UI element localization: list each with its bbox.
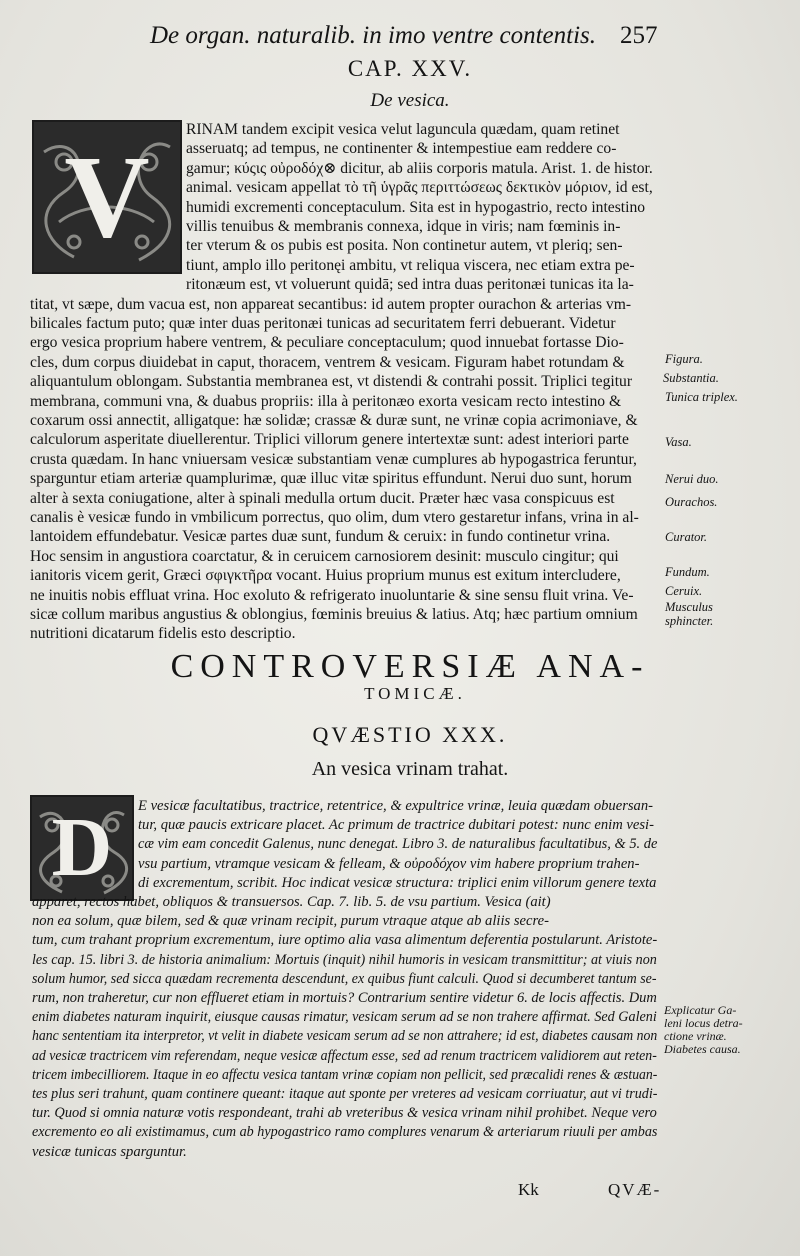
text-line: Hoc sensim in angustiora coarctatur, & in ceruicem carnosiorem desinit: musculo cingitur; qui (30, 547, 619, 565)
text-line: alter à sexta coniugatione, alter à spinali medulla ortum ducit. Præter hæc vasa conspicuus est (30, 489, 615, 507)
text-line: solum humor, sed sicca quædam recrementa descendunt, ex quibus fiunt calculi. Quod si decumberet tantum se- (32, 970, 657, 987)
dropcap-letter: V (64, 131, 150, 262)
text-line: calculorum asperitate diuellerentur. Triplici villorum genere intertextæ sunt: adest interiori parte (30, 431, 629, 449)
controversiae-subtitle: TOMICÆ. (364, 684, 466, 703)
margin-note: Ceruix. (665, 584, 703, 598)
signature-mark: Kk (518, 1180, 539, 1199)
text-line: ianitoris vicem gerit, Græci σφιγκτῆρα vocant. Huius proprium munus est exitum intercludere, (30, 567, 621, 585)
text-line: les cap. 15. libri 3. de historia animalium: Mortuis (inquit) nihil humoris in vesicam transmittitur; at viuis non (32, 951, 657, 968)
text-line: rum, non traheretur, cur non efflueret etiam in mortuis? Contrarium sentire videtur 6. de locis affectis. Dum (32, 990, 657, 1006)
margin-note: Curator. (665, 530, 708, 544)
text-line: di excrementum, scribit. Hoc indicat vesicæ structura: triplici enim villorum genere texta (138, 874, 657, 891)
margin-note: Fundum. (665, 565, 710, 579)
text-line: ad vesicæ tractricem vim referendam, neque vesicæ affectum esse, sed ad renum tractricem validiorem aut reten- (32, 1047, 657, 1064)
margin-note: Ourachos. (665, 495, 718, 509)
chapter-subtitle: De vesica. (370, 90, 450, 111)
text-line: crusta quædam. In hanc vniuersam vesicæ substantiam venæ cumplures ab hypogastrica feruntur, (30, 450, 637, 468)
text-line: bilicales factum puto; quæ inter duas peritonæi tunicas ad securitatem ferri debuerant. Videtur (30, 315, 616, 332)
text-line: nutritioni dicatarum fidelis esto descriptio. (30, 625, 296, 643)
text-line: excremento eo ali existimamus, cum ab hypogastrico ramo complures venarum & arteriarum riuuli per ambas (32, 1124, 658, 1141)
text-line: membrana, communi vna, & duabus propriis: illa à peritonæo exorta vesicam recto intestino & (30, 392, 622, 410)
dropcap-letter: D (51, 801, 113, 894)
text-line: non ea solum, quæ bilem, sed & quæ vrinam recipit, purum vtraque atque ab aliis secre- (32, 913, 549, 930)
chapter-heading: CAP. XXV. (347, 56, 473, 81)
quaestio-question: An vesica vrinam trahat. (311, 758, 509, 780)
text-line: tur. Quod si omnia naturæ votis respondeant, trahi ab vreteribus & vesica vrinam nihil prohibet. Neque vero (32, 1105, 657, 1122)
text-line: lantoidem effundebatur. Vesicæ partes duæ sunt, fundum & ceruix: in fundo continetur vrina. (30, 528, 611, 546)
text-line: vsu partium, vtramque vesicam & felleam, & οὐροδόχον vim habere proprium trahen- (138, 855, 640, 872)
margin-note: sphincter. (665, 614, 714, 628)
text-line: titat, vt sæpe, dum vacua est, non appareat secantibus: id autem propter ourachon & arterias vm- (30, 295, 632, 313)
text-line: ter vterum & os pubis est posita. Non continetur autem, vt pleriq; sen- (186, 237, 623, 255)
text-line: enim diabetes naturam inquirit, eiusque causas rimatur, vesicam serum ad se non trahere affirmat. Sed Galeni (32, 1009, 657, 1026)
text-line: ergo vesica proprium habere ventrem, & peculiare conceptaculum; quod innuebat fortasse Dio- (30, 334, 624, 352)
running-header (150, 22, 670, 52)
text-line: asseruatq; ad tempus, ne continenter & intempestiue eam reddere co- (186, 140, 617, 158)
text-line: villis tenuibus & membranis connexa, idque in viris; nam fœminis in- (186, 218, 621, 235)
margin-note: Explicatur Ga- (664, 1003, 737, 1017)
margin-note: ctione vrinæ. (664, 1029, 727, 1043)
margin-note: leni locus detra- (664, 1016, 743, 1030)
text-line: humidi excrementi conceptaculum. Sita est in hypogastrio, recto intestino (186, 198, 646, 216)
controversiae-title: CONTROVERSIÆ ANA- (170, 648, 650, 685)
text-line: apparet, rectos habet, obliquos & transuersos. Cap. 7. lib. 5. de vsu partium. Vesica (ait) (32, 894, 551, 910)
margin-note: Musculus (665, 600, 713, 614)
margin-note: Tunica triplex. (665, 390, 738, 404)
text-line: hanc sententiam ita interpretor, vt velit in diabete vesicam serum ad se non attrahere; id est, diabetes causam non (32, 1028, 658, 1045)
text-line: ritonæum est, vt voluerunt quidā; sed intra duas peritonæi tunicas ita la- (186, 276, 634, 294)
text-line: vesicæ tunicas sparguntur. (32, 1143, 187, 1160)
text-line: cles, dum corpus diuidebat in caput, thoracem, ventrem & vesicam. Figuram habet rotundam & (30, 353, 625, 371)
text-line: gamur; κύςις οὐροδόχ⊗ dicitur, ab aliis corporis matula. Arist. 1. de histor. (186, 159, 653, 177)
text-line: cæ vim eam concedit Galenus, nunc denegat. Libro 3. de naturalibus facultatibus, & 5. de (138, 836, 658, 853)
text-line: tum, cum trahant proprium excrementum, iure optimo alia vasa alimentum deferentia postularunt. Aristote- (32, 932, 658, 949)
text-line: coxarum ossi annectit, alligatque: hæ solidæ; crassæ & duræ sunt, ne vrinæ copia acrimoniave, & (30, 412, 638, 429)
text-line: sparguntur etiam arteriæ quamplurimæ, quæ illuc vitæ spiritus effundunt. Nerui duo sunt, horum (30, 470, 632, 488)
text-line: tiunt, amplo illo peritonęi ambitu, vt reliqua viscera, nec etiam extra pe- (186, 256, 635, 274)
text-line: canalis è vesicæ fundo in vmbilicum porrectus, quo olim, dum vtero gestaretur infans, vrina in al- (30, 509, 639, 526)
margin-note: Substantia. (663, 371, 719, 385)
text-line: tes plus seri trahunt, quam continere queant: itaque aut sponte per vreteres ad vesicam corriuatur, aut vi trudi- (32, 1086, 658, 1102)
ornamental-initial-v (32, 120, 182, 274)
quaestio-number: QVÆSTIO XXX. (312, 722, 508, 747)
page-number: 257 (620, 22, 658, 49)
text-line: aliquantulum oblongam. Substantia membranea est, vt distendi & contrahi possit. Triplici tegitur (30, 373, 633, 391)
catchword: QVÆ- (608, 1180, 662, 1199)
margin-note: Nerui duo. (665, 472, 719, 486)
text-line: RINAM tandem excipit vesica velut laguncula quædam, quam retinet (186, 121, 620, 138)
margin-note: Diabetes causa. (664, 1042, 741, 1056)
text-line: tur, quæ paucis extricare placet. Ac primum de tractrice dubitari potest: nunc enim vesi- (138, 817, 654, 834)
header-title: De organ. naturalib. in imo ventre contentis. (150, 22, 597, 49)
text-line: E vesicæ facultatibus, tractrice, retentrice, & expultrice vrinæ, leuia quædam obuersan- (138, 798, 654, 814)
margin-note: Figura. (665, 352, 703, 366)
ornamental-initial-d (30, 795, 134, 901)
margin-note: Vasa. (665, 435, 692, 449)
text-line: sicæ collum maribus angustius & oblongius, fœminis breuius & latius. Atq; hæc partium omnium (30, 606, 638, 623)
text-line: tricem imbecilliorem. Itaque in eo affectu vesica tantam vrinæ copiam non pellicit, sed præcalidi renes & æstuan- (32, 1066, 658, 1083)
text-line: ne inuitis nobis effluat vrina. Hoc exoluto & refrigerato inuoluntarie & sine sensu fluit vrina. Ve- (30, 586, 634, 604)
text-line: animal. vesicam appellat τὸ τῆ ὑγρᾶς περιττώσεως δεκτικὸν μόριον, id est, (186, 179, 653, 197)
